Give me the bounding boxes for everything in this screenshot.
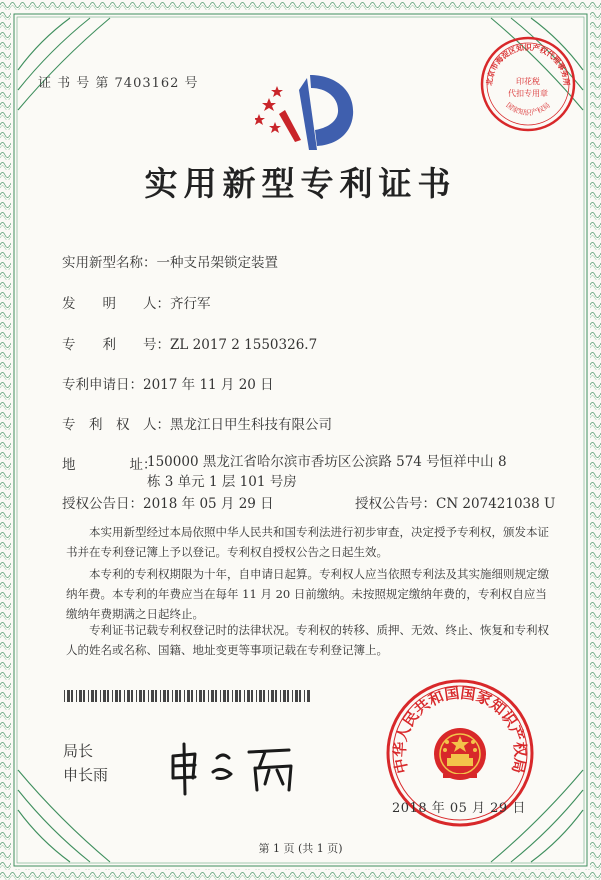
page-number: 第 1 页 (共 1 页) [258,842,343,855]
national-emblem-icon [434,728,486,780]
svg-text:国家知识产权局 [504,100,551,116]
cnipa-logo-icon [255,70,365,155]
seal-date: 2018 年 05 月 29 日 [392,801,526,816]
field-grant-no-row [355,492,555,512]
seal-top-arc-text: 北京市海淀区知识产权代理事务所 [484,43,572,87]
field-address-label-row [62,453,157,473]
paragraph-2: 本专利的专利权期限为十年，自申请日起算。专利权人应当依照专利法及其实施细则规定缴纳年费。本专利的年费应当在每年 11 月 20 日前缴纳。未按照规定缴纳年费的，专利权自应当缴纳年费期满之日起终止。 [66,567,549,621]
field-owner-row [62,413,332,433]
paragraph-1: 本实用新型经过本局依照中华人民共和国专利法进行初步审查，决定授予专利权，颁发本证书并在专利登记簿上予以登记。专利权自授权公告之日起生效。 [66,525,549,559]
field-name-label: 实用新型名称： [62,255,157,271]
field-owner-label: 专 利 权 人： [62,417,170,433]
field-grant-no-label: 授权公告号： [355,496,436,512]
field-patent-no-value: ZL 2017 2 1550326.7 [170,337,318,353]
field-grant-date-row [62,492,274,512]
field-address-value [147,452,507,492]
field-inventor-label: 发 明 人： [62,296,170,312]
field-inventor-value: 齐行军 [170,296,211,312]
seal-top-inner-2: 代扣专用章 [508,89,548,98]
seal-main-arc-text: 中华人民共和国国家知识产权局 [390,683,530,776]
barcode [64,690,310,702]
field-apply-date-row [62,373,274,393]
field-grant-date-label: 授权公告日： [62,496,143,512]
seal-top-inner-1: 印花税 [516,77,540,86]
director-title: 局长 [63,742,94,760]
field-grant-no-value: CN 207421038 U [436,496,556,512]
field-grant-date-value: 2018 年 05 月 29 日 [143,496,274,512]
seal-top-bottom-text: 国家知识产权局 [504,101,552,117]
field-owner-value: 黑龙江日甲生科技有限公司 [170,417,332,433]
field-inventor-row [62,292,211,312]
field-patent-no-row [62,333,317,353]
field-address-line2: 栋 3 单元 1 层 101 号房 [147,474,297,490]
field-apply-date-label: 专利申请日： [62,377,143,393]
field-address-label: 地 址： [62,457,157,473]
field-apply-date-value: 2017 年 11 月 20 日 [143,377,274,393]
tax-seal-stamp [478,34,578,134]
field-name-row [62,251,278,271]
field-name-value: 一种支吊架锁定装置 [156,255,278,271]
certificate-number: 证 书 号 第 7403162 号 [38,76,199,91]
director-name: 申长雨 [63,766,109,784]
field-patent-no-label: 专 利 号： [62,337,170,353]
paragraph-3: 专利证书记载专利权登记时的法律状况。专利权的转移、质押、无效、终止、恢复和专利权人的姓名或名称、国籍、地址变更等事项记载在专利登记簿上。 [66,623,549,657]
field-address-line1: 150000 黑龙江省哈尔滨市香坊区公滨路 574 号恒祥中山 8 [147,454,507,470]
certificate-title: 实用新型专利证书 [144,164,457,203]
director-signature [165,738,315,798]
